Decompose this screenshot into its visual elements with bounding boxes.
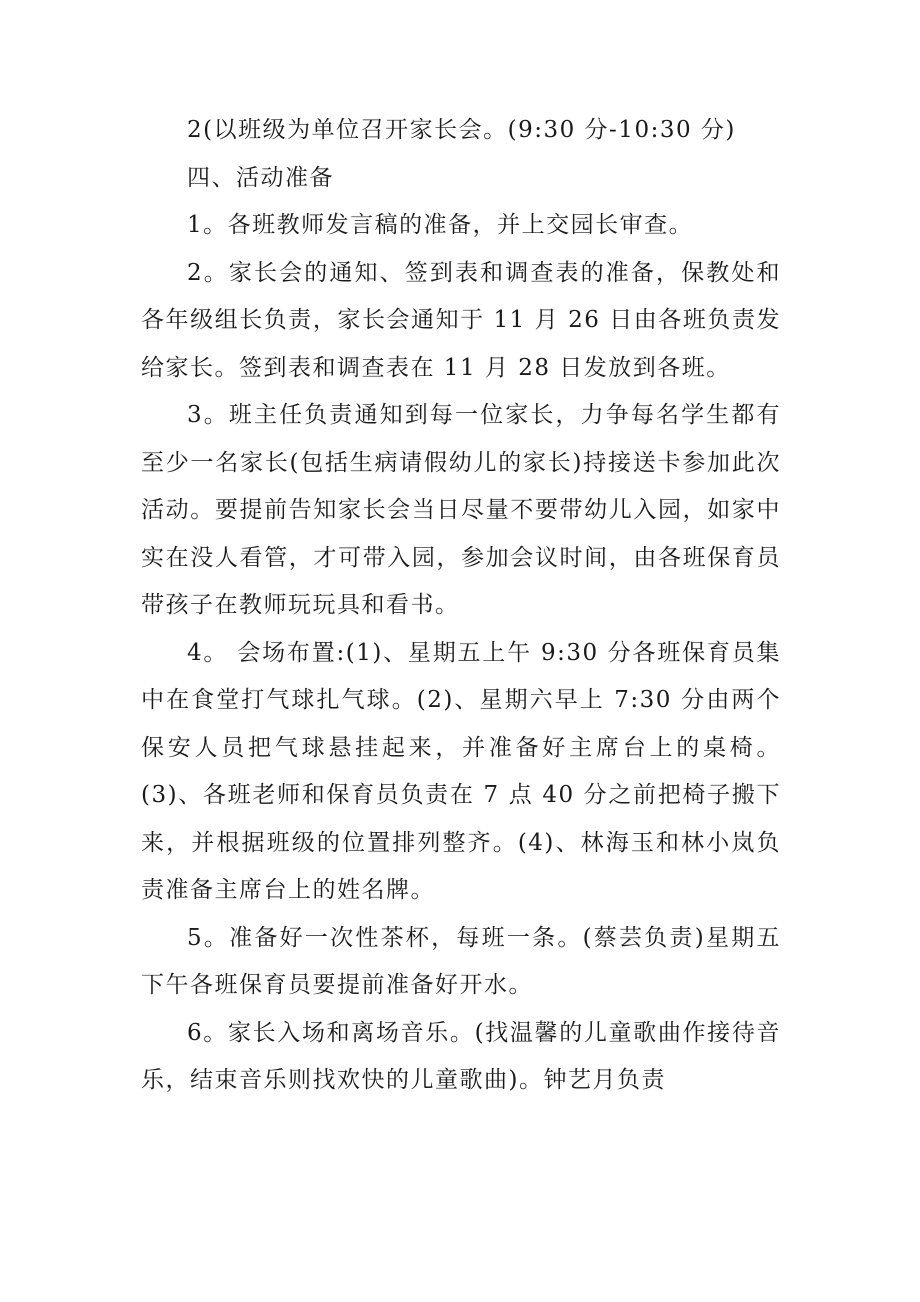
paragraph-item-1: 1。各班教师发言稿的准备，并上交园长审查。: [187, 212, 694, 238]
paragraph-meeting-time: 2(以班级为单位召开家长会。(9:30 分-10:30 分): [187, 117, 736, 143]
section-heading-activity-preparation: 四、活动准备: [187, 164, 334, 191]
paragraph-item-2: 2。家长会的通知、签到表和调查表的准备，保教处和各年级组长负责，家长会通知于 11 月 26 日由各班负责发给家长。签到表和调查表在 11 月 28 日发放到各班。: [141, 259, 781, 381]
paragraph-item-3: 3。班主任负责通知到每一位家长，力争每名学生都有至少一名家长(包括生病请假幼儿的家长)持接送卡参加此次活动。要提前告知家长会当日尽量不要带幼儿入园，如家中实在没人看管，才可带入园，参加会议时间，由各班保育员带孩子在教师玩玩具和看书。: [141, 402, 781, 618]
paragraph-item-6: 6。家长入场和离场音乐。(找温馨的儿童歌曲作接待音乐，结束音乐则找欢快的儿童歌曲)。钟艺月负责: [141, 1019, 781, 1093]
document-body: [141, 107, 781, 1105]
paragraph-item-4: 4。 会场布置:(1)、星期五上午 9:30 分各班保育员集中在食堂打气球扎气球。(2)、星期六早上 7:30 分由两个保安人员把气球悬挂起来，并准备好主席台上的桌椅。(3)、各班老师和保育员负责在 7 点 40 分之前把椅子搬下来，并根据班级的位置排列整齐。(4)、林海玉和林小岚负责准备主席台上的姓名牌。: [141, 639, 781, 903]
paragraph-item-5: 5。准备好一次性茶杯，每班一条。(蔡芸负责)星期五下午各班保育员要提前准备好开水。: [141, 924, 781, 998]
